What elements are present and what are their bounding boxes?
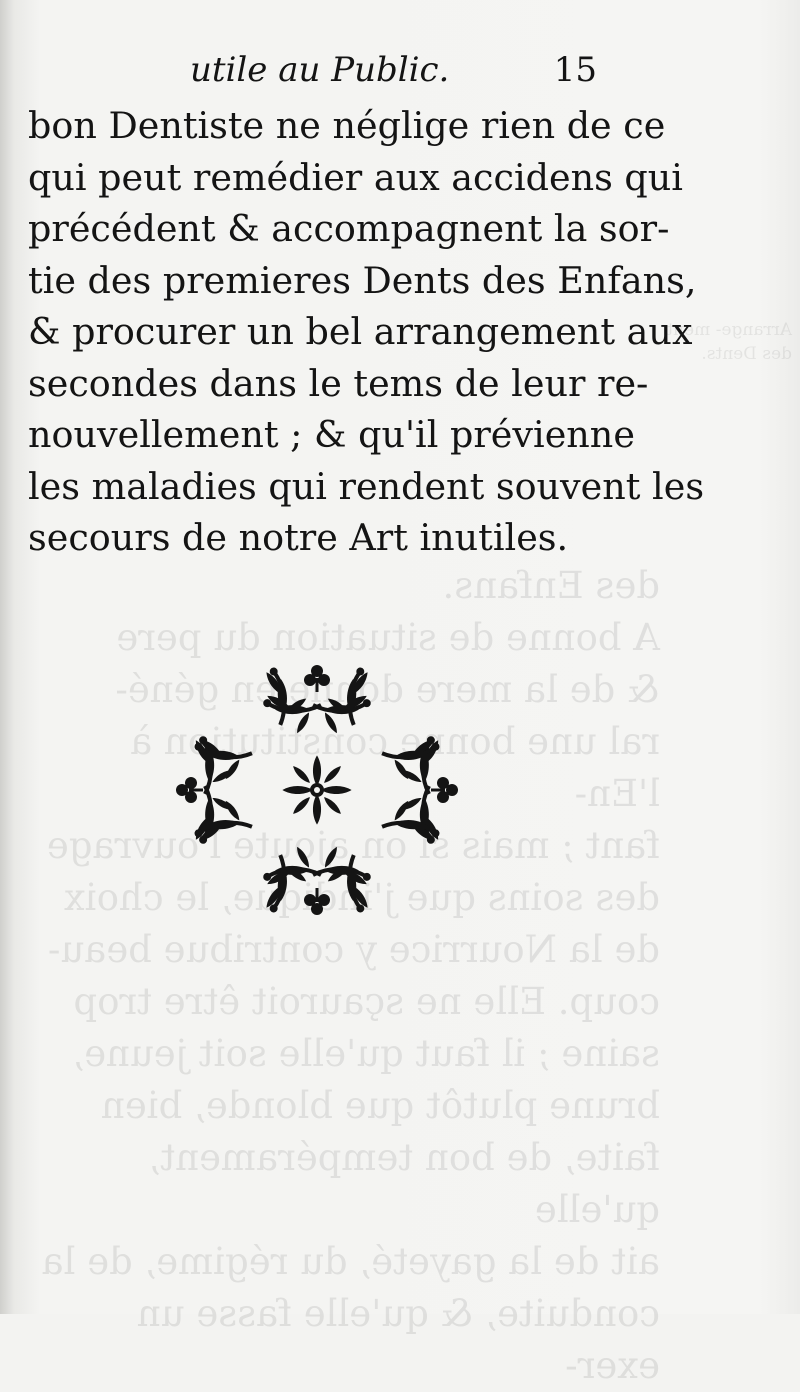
show-through-text: des Enfans. A bonne de situation du pere & de la mere donne en géné- ral une bonne constitution à l'En- fant ; mais si on ajoute l'ouvrage des soins que le choix de la Nourrice y contribue beau- coup. Elle ne sçauroit être trop saine ; il faut qu'elle soit jeune, brune plutôt que blonde, bien faite, de bon tempérament, qu'elle ait de la gayeté, du régime, de la conduite, & qu'elle fasse un exer- bbox=[41, 564, 660, 1387]
text-line: tie des premieres Dents des Enfans, bbox=[28, 258, 697, 302]
text-line: nouvellement ; & qu'il prévienne bbox=[28, 413, 635, 456]
text-line: qui peut remédier aux accidens qui bbox=[28, 155, 683, 199]
page-number: 15 bbox=[553, 50, 597, 90]
text-line: & procurer un bel arrangement aux bbox=[28, 310, 693, 353]
running-head bbox=[30, 50, 605, 94]
show-through-margin-note: Arrange- ment des Dents. bbox=[666, 320, 792, 364]
text-line: les maladies qui rendent souvent les bbox=[28, 464, 705, 508]
body-paragraph bbox=[28, 100, 705, 564]
text-line: secours de notre Art inutiles. bbox=[28, 516, 569, 559]
text-line: secondes dans le tems de leur re- bbox=[28, 361, 649, 405]
running-title: utile au Public. bbox=[190, 50, 450, 90]
fleuron-ornament-icon bbox=[175, 665, 460, 915]
text-line: précédent & accompagnent la sor- bbox=[28, 207, 670, 250]
text-line: bon Dentiste ne néglige rien de ce bbox=[28, 104, 666, 147]
